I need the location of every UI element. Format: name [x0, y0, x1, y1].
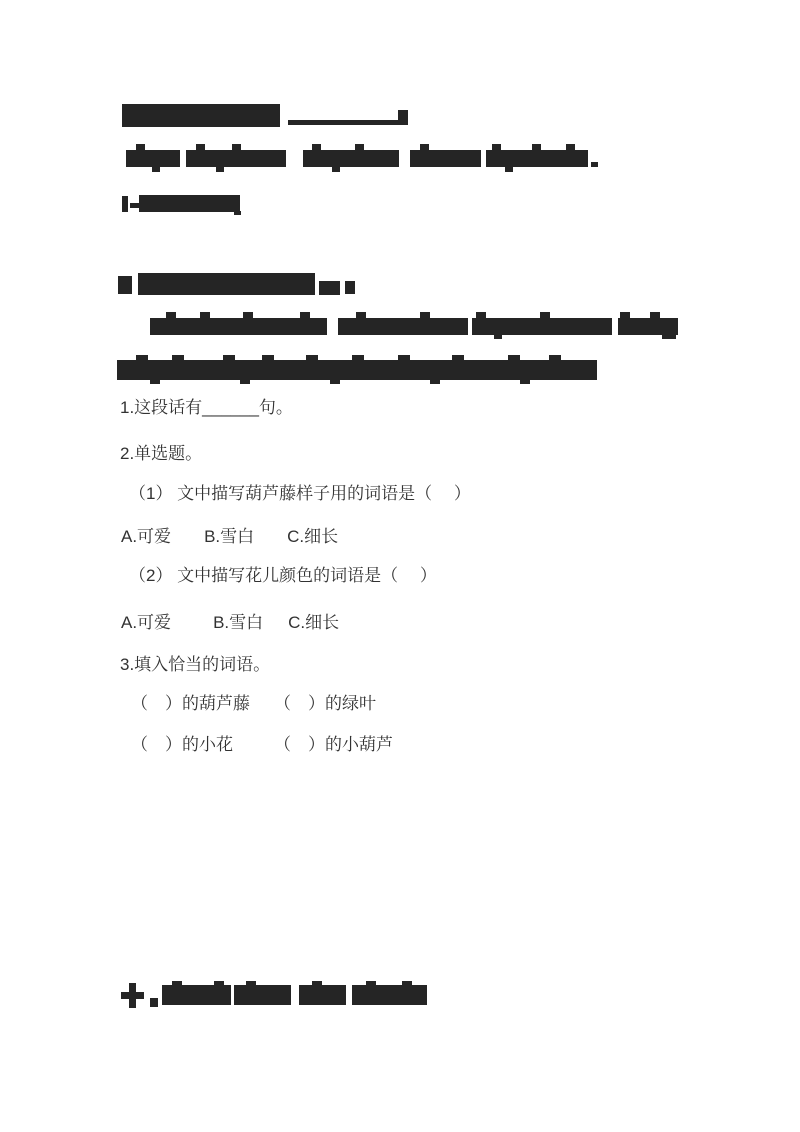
redacted-text-bar — [136, 355, 148, 361]
redacted-text-bar — [214, 981, 224, 986]
question-2-header: 2.单选题。 — [116, 438, 212, 468]
option-a: A.可爱 — [121, 526, 172, 546]
redacted-text-bar — [398, 110, 408, 125]
redacted-text-bar — [118, 276, 132, 294]
redacted-text-bar — [303, 150, 399, 167]
question-3-fill-row-1 — [116, 688, 800, 719]
redacted-text-bar — [196, 144, 205, 151]
redacted-text-bar — [662, 335, 676, 339]
redacted-text-bar — [620, 312, 630, 319]
redacted-text-bar — [540, 312, 550, 319]
redacted-text-bar — [492, 144, 501, 151]
redacted-text-bar — [223, 355, 235, 361]
redacted-text-bar — [566, 144, 575, 151]
redacted-text-bar — [166, 312, 176, 319]
redacted-text-bar — [234, 211, 241, 215]
redacted-text-bar — [122, 196, 128, 212]
redacted-text-bar — [330, 380, 340, 384]
redacted-text-bar — [117, 360, 597, 380]
fill-blank-item: （ ）的小花 — [131, 735, 233, 754]
option-c: C.细长 — [288, 612, 340, 632]
redacted-text-bar — [355, 144, 364, 151]
redacted-text-bar — [352, 355, 364, 361]
redacted-text-bar — [430, 380, 440, 384]
redacted-text-bar — [402, 981, 412, 986]
redacted-text-bar — [618, 318, 678, 335]
redacted-text-bar — [532, 144, 541, 151]
redacted-text-bar — [288, 120, 400, 125]
question-2-sub1: （1） 文中描写葫芦藤样子用的词语是（ ） — [116, 478, 483, 509]
redacted-text-bar — [162, 985, 231, 1005]
redacted-text-bar — [356, 312, 366, 319]
fill-blank-item: （ ）的绿叶 — [274, 694, 376, 713]
redacted-text-bar — [139, 195, 240, 212]
question-2-sub2-options — [116, 606, 351, 638]
redacted-text-bar — [505, 167, 513, 172]
redacted-text-bar — [486, 150, 588, 167]
redacted-text-bar — [410, 150, 481, 167]
redacted-text-bar — [476, 312, 486, 319]
redacted-text-bar — [366, 981, 376, 986]
option-a: A.可爱 — [121, 612, 172, 632]
redacted-text-bar — [246, 981, 256, 986]
question-1-sentence-count: 1.这段话有______句。 — [116, 392, 303, 422]
redacted-text-bar — [472, 318, 612, 335]
redacted-text-bar — [398, 355, 410, 361]
redacted-text-bar — [508, 355, 520, 361]
redacted-text-bar — [312, 981, 322, 986]
redacted-text-bar — [520, 380, 530, 384]
redacted-text-bar — [240, 380, 250, 384]
option-b: B.雪白 — [213, 612, 264, 632]
redacted-text-bar — [150, 380, 160, 384]
redacted-text-bar — [150, 318, 327, 335]
redacted-text-bar — [338, 318, 468, 335]
redacted-text-bar — [126, 150, 180, 167]
redacted-text-bar — [172, 355, 184, 361]
question-3-fill-row-2 — [116, 729, 405, 760]
redacted-text-bar — [332, 167, 340, 172]
redacted-text-bar — [549, 355, 561, 361]
redacted-text-bar — [138, 273, 315, 295]
option-c: C.细长 — [287, 526, 339, 546]
fill-blank-item: （ ）的小葫芦 — [274, 735, 393, 754]
question-2-sub1-options — [116, 520, 350, 552]
redacted-text-bar — [494, 335, 502, 339]
redacted-text-bar — [186, 150, 286, 167]
redacted-text-bar — [319, 281, 340, 295]
redacted-text-bar — [121, 992, 144, 999]
redacted-text-bar — [234, 985, 291, 1005]
redacted-text-bar — [136, 144, 145, 151]
redacted-text-bar — [232, 144, 241, 151]
redacted-text-bar — [452, 355, 464, 361]
redacted-text-bar — [122, 104, 280, 127]
redacted-text-bar — [130, 203, 139, 208]
question-2-sub2: （2） 文中描写花儿颜色的词语是（ ） — [116, 560, 449, 591]
redacted-text-bar — [591, 162, 598, 167]
redacted-text-bar — [200, 312, 210, 319]
redacted-text-bar — [152, 167, 160, 172]
redacted-text-bar — [299, 985, 346, 1005]
redacted-text-bar — [352, 985, 427, 1005]
redacted-text-bar — [262, 355, 274, 361]
redacted-text-bar — [312, 144, 321, 151]
redacted-text-bar — [345, 281, 355, 294]
redacted-text-bar — [420, 144, 429, 151]
redacted-text-bar — [420, 312, 430, 319]
option-b: B.雪白 — [204, 526, 255, 546]
redacted-text-bar — [300, 312, 310, 319]
fill-blank-item: （ ）的葫芦藤 — [131, 694, 250, 713]
redacted-text-bar — [243, 312, 253, 319]
redacted-text-bar — [216, 167, 224, 172]
redacted-text-bar — [306, 355, 318, 361]
redacted-text-bar — [650, 312, 660, 319]
redacted-text-bar — [172, 981, 182, 986]
question-3-header: 3.填入恰当的词语。 — [116, 649, 280, 679]
redacted-text-bar — [150, 998, 158, 1007]
